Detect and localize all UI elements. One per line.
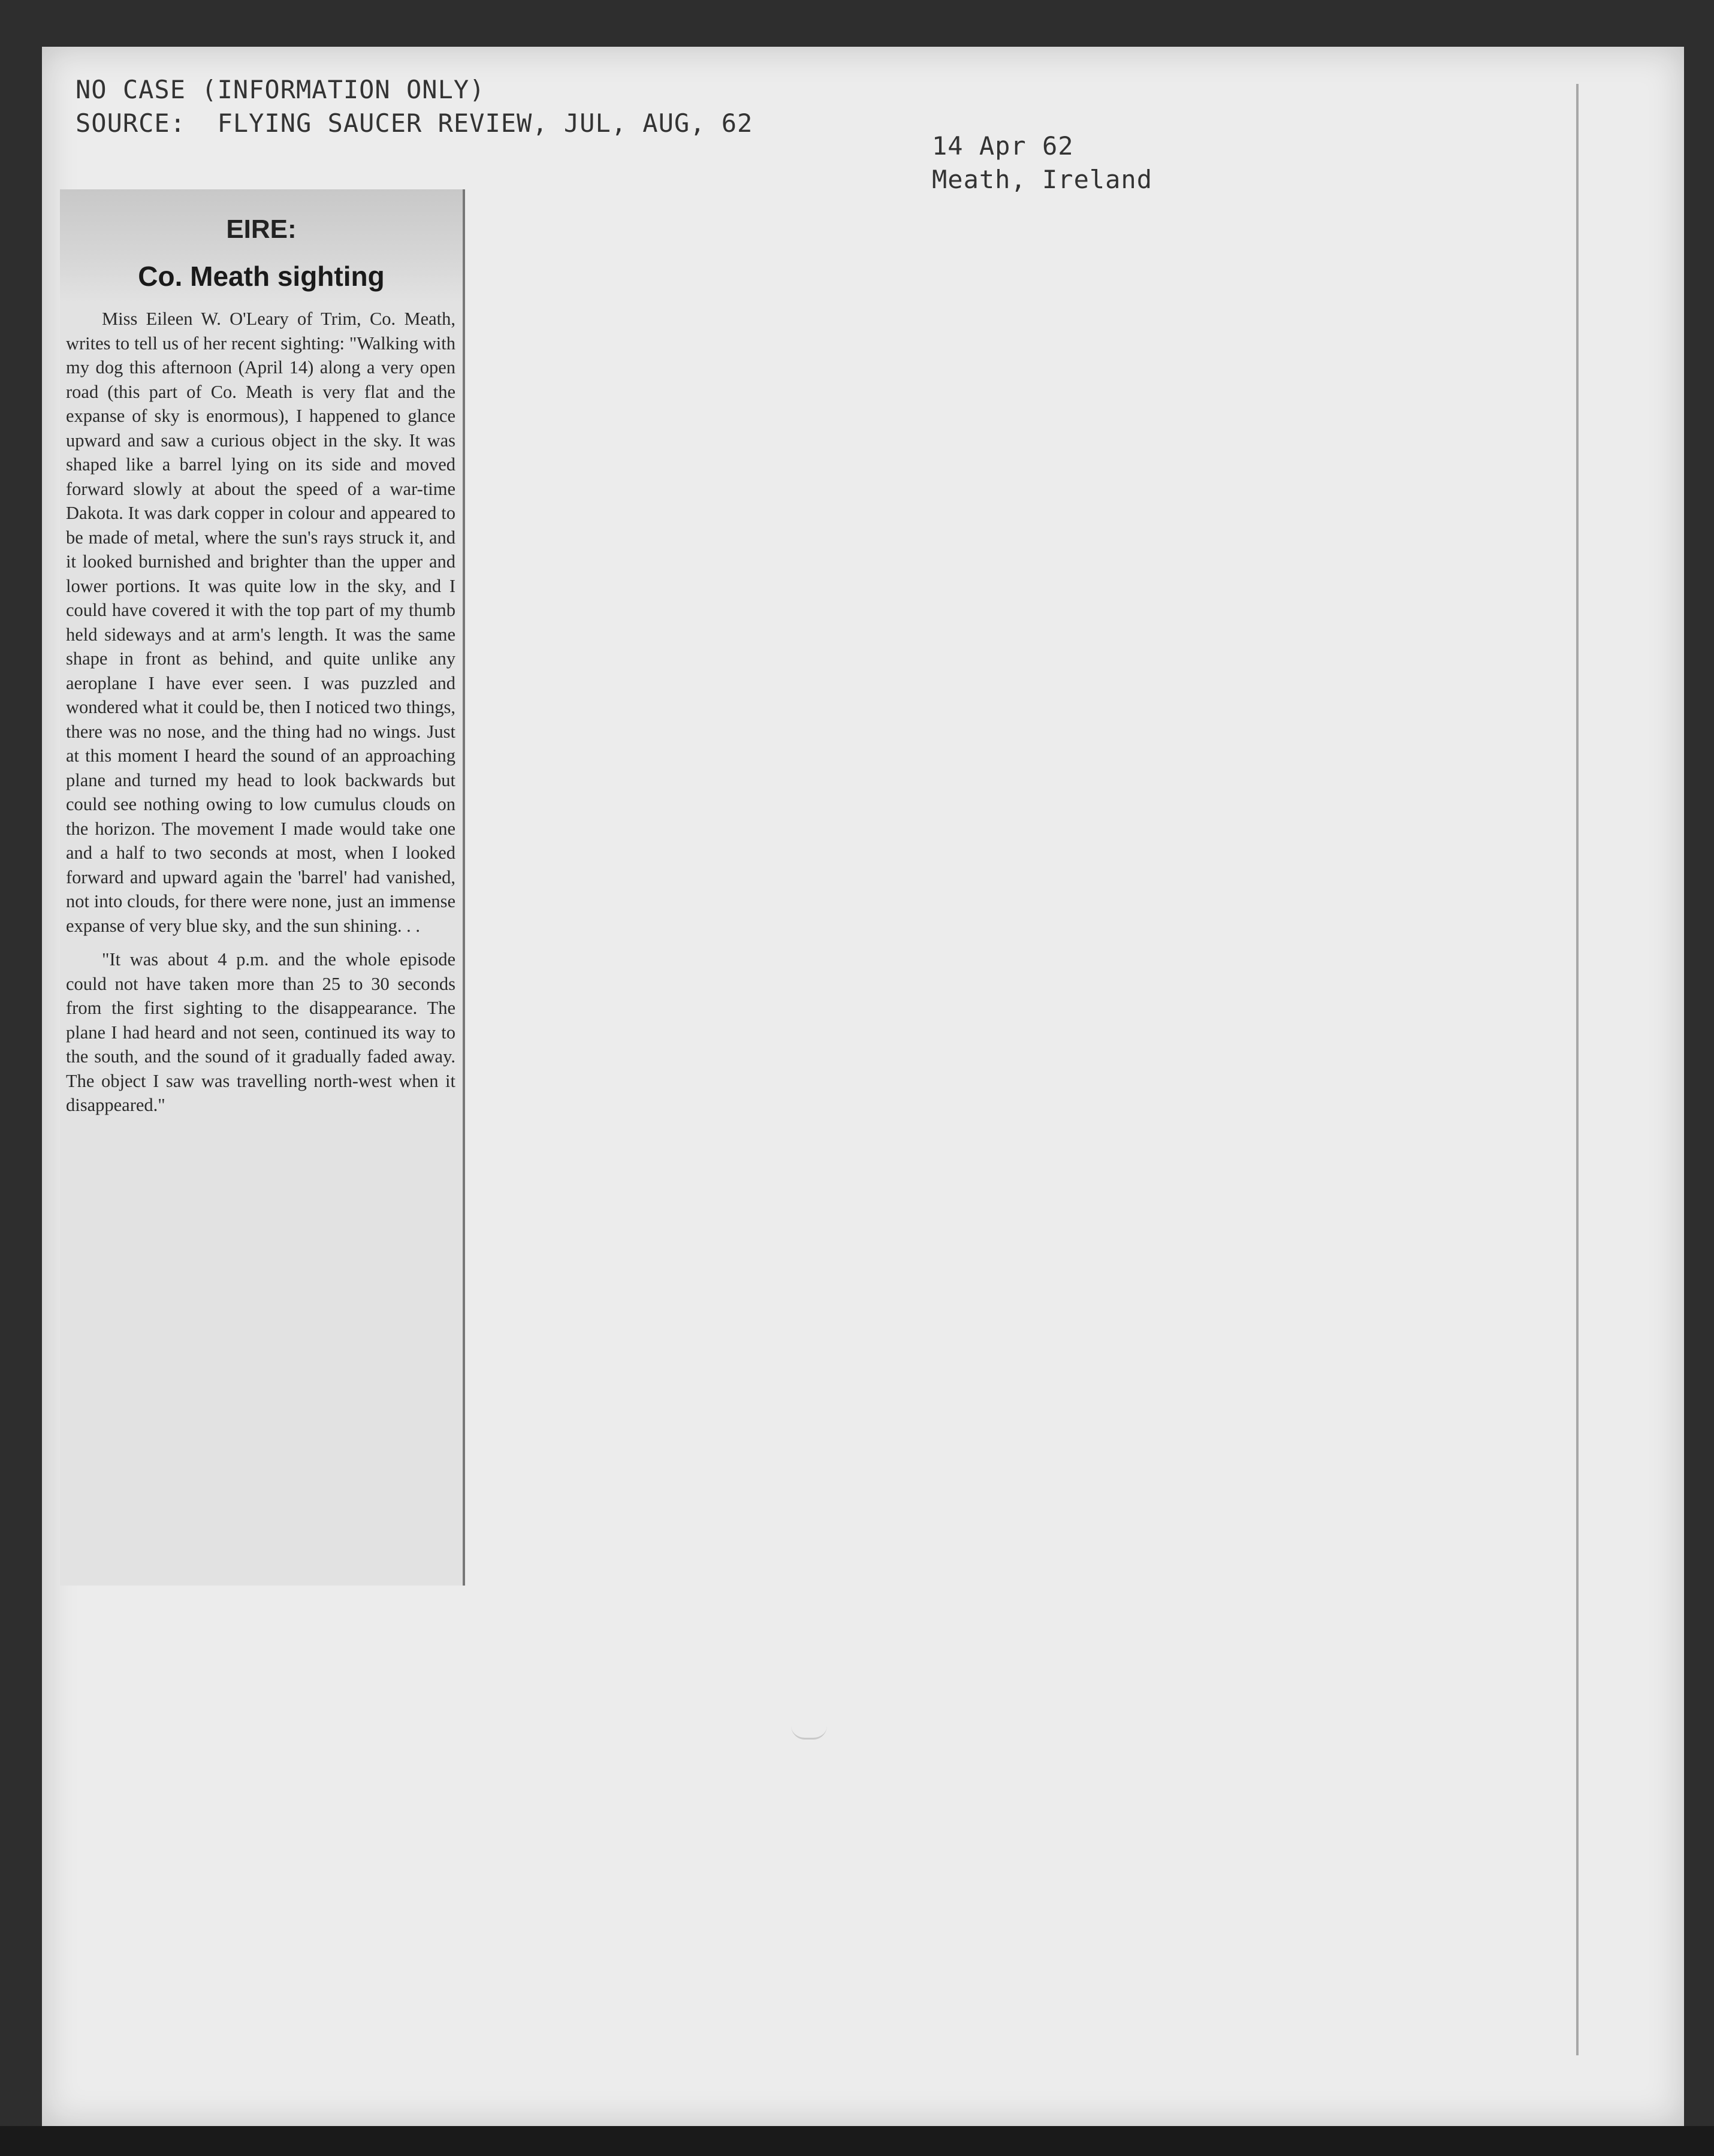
document-header — [76, 73, 753, 140]
film-border — [0, 2126, 1714, 2156]
header-line-2: SOURCE: FLYING SAUCER REVIEW, JUL, AUG, 62 — [76, 108, 753, 138]
case-info — [932, 129, 1152, 197]
clipping-paragraph: "It was about 4 p.m. and the whole episode could not have taken more than 25 to 30 seconds from the first sighting to the disappearance. The plane I had heard and not seen, continued its way to the south, and the sound of it gradually faded away. The object I saw was travelling north-west when it disappeared." — [66, 949, 455, 1115]
case-location: Meath, Ireland — [932, 165, 1153, 194]
page-edge-line — [1576, 84, 1579, 2055]
case-date: 14 Apr 62 — [932, 131, 1074, 161]
clipping-body — [66, 307, 455, 1118]
header-line-1: NO CASE (INFORMATION ONLY) — [76, 75, 485, 104]
clipping-paragraph: Miss Eileen W. O'Leary of Trim, Co. Meath, writes to tell us of her recent sighting: "Walking with my dog this afternoon (April 14) along a very open road (this part of Co. Meath is very flat and the expanse of sky is enormous), I happened to glance upward and saw a curious object in the sky. It was shaped like a barrel lying on its side and moved forward slowly at about the speed of a war-time Dakota. It was dark copper in colour and appeared to be made of metal, where the sun's rays struck it, and it looked burnished and brighter than the upper and lower portions. It was quite low in the sky, and I could have covered it with the top part of my thumb held sideways and at arm's length. It was the same shape in front as behind, and quite unlike any aeroplane I have ever seen. I was puzzled and wondered what it could be, then I noticed two things, there was no nose, and the thing had no wings. Just at this moment I heard the sound of an approaching plane and turned my head to look backwards but could see nothing owing to low cumulus clouds on the horizon. The movement I made would take one and a half to two seconds at most, when I looked forward and upward again the 'barrel' had vanished, not into clouds, for there were none, just an immense expanse of very blue sky, and the sun shining. . . — [66, 309, 455, 936]
clipping-region: EIRE: — [226, 215, 297, 244]
newspaper-clipping — [60, 189, 465, 1586]
clipping-title: Co. Meath sighting — [138, 261, 385, 292]
